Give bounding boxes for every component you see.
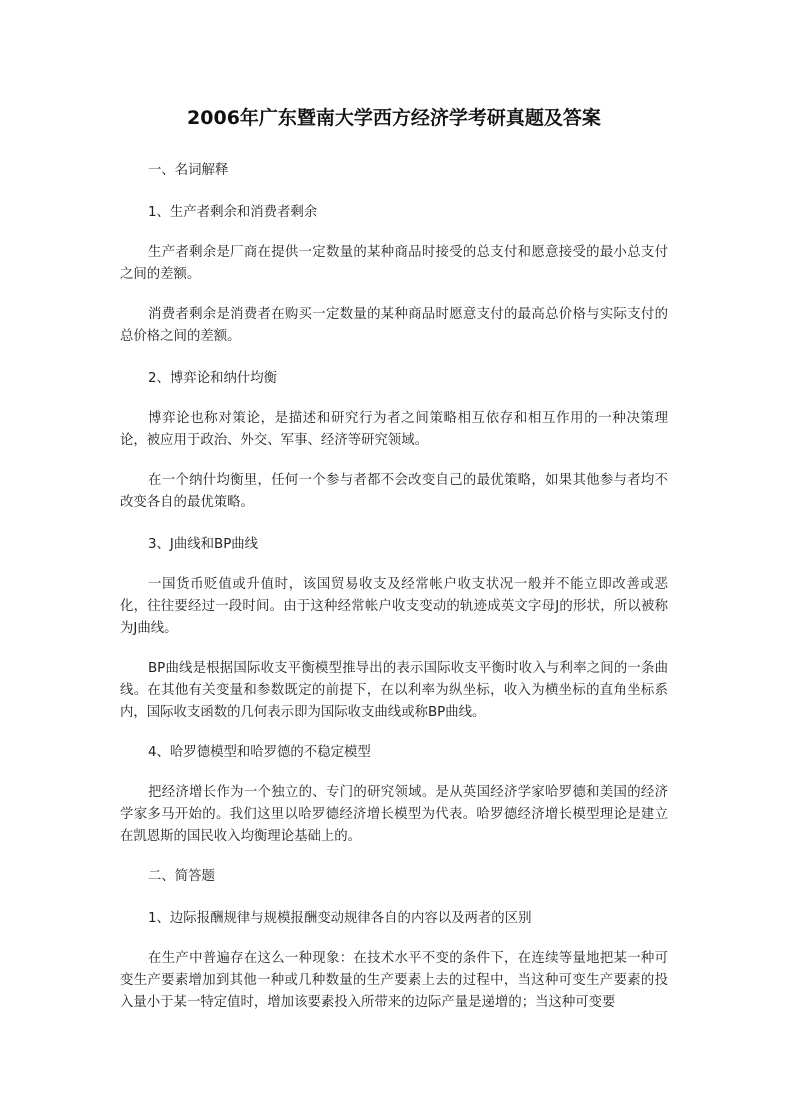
question-heading-returns: 1、边际报酬规律与规模报酬变动规律各自的内容以及两者的区别 — [148, 911, 532, 926]
document-title: 2006年广东暨南大学西方经济学考研真题及答案 — [187, 107, 601, 129]
paragraph-game-theory: 博弈论也称对策论，是描述和研究行为者之间策略相互依存和相互作用的一种决策理论，被应用于政治、外交、军事、经济等研究领域。 — [120, 411, 668, 448]
paragraph-marginal-returns: 在生产中普遍存在这么一种现象：在技术水平不变的条件下，在连续等量地把某一种可变生产要素增加到其他一种或几种数量的生产要素上去的过程中，当这种可变生产要素的投入量小于某一特定值时，增加该要素投入所带来的边际产量是递增的；当这种可变要 — [120, 951, 668, 1010]
paragraph-harrod-model: 把经济增长作为一个独立的、专门的研究领域。是从英国经济学家哈罗德和美国的经济学家多马开始的。我们这里以哈罗德经济增长模型为代表。哈罗德经济增长模型理论是建立在凯恩斯的国民收入均衡理论基础上的。 — [120, 785, 668, 844]
section-heading-short-answer: 二、简答题 — [148, 869, 215, 884]
paragraph-bp-curve: BP曲线是根据国际收支平衡模型推导出的表示国际收支平衡时收入与利率之间的一条曲线。在其他有关变量和参数既定的前提下，在以利率为纵坐标，收入为横坐标的直角坐标系内，国际收支函数的几何表示即为国际收支曲线或称BP曲线。 — [120, 661, 668, 720]
question-heading-surplus: 1、生产者剩余和消费者剩余 — [148, 205, 318, 220]
question-heading-j-bp-curve: 3、J曲线和BP曲线 — [148, 537, 259, 552]
question-heading-harrod-model: 4、哈罗德模型和哈罗德的不稳定模型 — [148, 745, 371, 760]
paragraph-nash-equilibrium: 在一个纳什均衡里，任何一个参与者都不会改变自己的最优策略，如果其他参与者均不改变各自的最优策略。 — [120, 473, 668, 510]
question-heading-game-theory: 2、博弈论和纳什均衡 — [148, 371, 278, 386]
paragraph-consumer-surplus: 消费者剩余是消费者在购买一定数量的某种商品时愿意支付的最高总价格与实际支付的总价格之间的差额。 — [120, 307, 668, 344]
paragraph-producer-surplus: 生产者剩余是厂商在提供一定数量的某种商品时接受的总支付和愿意接受的最小总支付之间的差额。 — [120, 245, 668, 282]
paragraph-j-curve: 一国货币贬值或升值时，该国贸易收支及经常帐户收支状况一般并不能立即改善或恶化，往往要经过一段时间。由于这种经常帐户收支变动的轨迹成英文字母J的形状，所以被称为J曲线。 — [120, 577, 668, 636]
section-heading-definitions: 一、名词解释 — [148, 163, 229, 178]
